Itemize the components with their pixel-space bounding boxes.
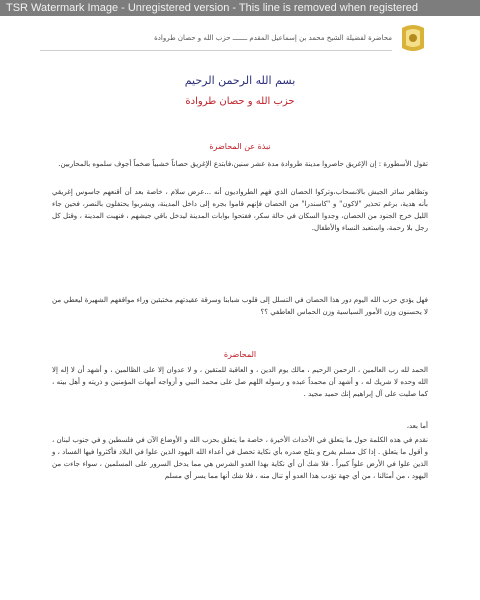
section-heading-summary: نبذة عن المحاضرة [209,142,271,151]
summary-paragraph: تقول الأسطورة : إن الإغريق حاصروا مدينة طروادة مدة عشر سنين،فابتدع الإغريق حصاناً خشبياً ضخماً أجوف سلموه بالمحاربين. [58,160,428,168]
summary-paragraph: فهل يؤدي حزب الله اليوم دور هذا الحصان في التسلل إلى قلوب شبابنا وسرقة عقيدتهم مختبئين وراء مواقفهم الشهيرة ليعطي من لا يحسنون وزن الأمور السياسية وزن الحماس العاطفي ؟؟ [52,296,428,316]
lecture-paragraph: الحمد لله رب العالمين ، الرحمن الرحيم ، مالك يوم الدين ، و العاقبة للمتقين ، و لا عدوان إلا على الظالمين ، و أشهد أن لا إله إلا الله وحده لا شريك له ، و أشهد أن محمداً عبده و رسوله اللهم صل على محمد النبي و أزواجه أمهات المؤمنين و ذريته و أهل بيته ، كما صليت على آل إبراهيم إنك حميد مجيد . [52,366,428,398]
lecture-paragraph: نقدم في هذه الكلمة حول ما يتعلق في الأحداث الأخيرة ، خاصة ما يتعلق بحزب الله و الأوضاع الآن في فلسطين و في جنوب لبنان ، و أقول ما يتعلق . إذا كل مسلم يفرح و يثلج صدره بأي نكاية تحصل في أعداء الله اليهود الذين علوا في البلاد فأكثروا فيها الفساد ، و الذين علوا في الأرض علواً كبيراً . فلا شك أن أي نكاية بهذا العدو الشرس هي مما يدخل السرور على المسلمين ، سواء جاءت من اليهود ، من أمثالنا ، من أي جهة تؤدب هذا العدو أو تنال منه ، فلا شك أنها مما يسر أي مسلم [52,436,428,480]
document-title: حزب الله و حصان طروادة [185,96,295,107]
basmala: بسم الله الرحمن الرحيم [184,74,296,87]
header-divider [40,50,392,51]
section-heading-lecture: المحاضرة [223,350,257,359]
summary-paragraph: وتظاهر سائر الجيش بالانسحاب،وتركوا الحصان الذي فهم الطرواديون أنه ...عرض سلام ، خاصة بعد أن أقنعهم جاسوس إغريقي بأنه هدية، برغم تحذير "لاكون" و "كاسندرا" من الحصان فإنهم قاموا بجره إلى داخل المدينة، ويشربوا يحتفلون بالنصر، فحين جاء الليل خرج الجنود من الحصان، وجدوا السكان في حالة سكر، ففتحوا بوابات المدينة ليدخل باقي جيشهم ، فنهبت المدينة ، وقتل كل رجل بلا رحمة، واستعبد النساء والأطفال. [52,188,428,232]
publisher-logo-icon [398,22,428,54]
watermark-banner: TSR Watermark Image - Unregistered version - This line is removed when registered [0,0,480,16]
lecture-paragraph: أما بعد، [406,422,428,430]
running-header: محاضرة لفضيلة الشيخ محمد بن إسماعيل المقدم ـــــــ حزب الله و حصان طروادة [154,34,392,42]
